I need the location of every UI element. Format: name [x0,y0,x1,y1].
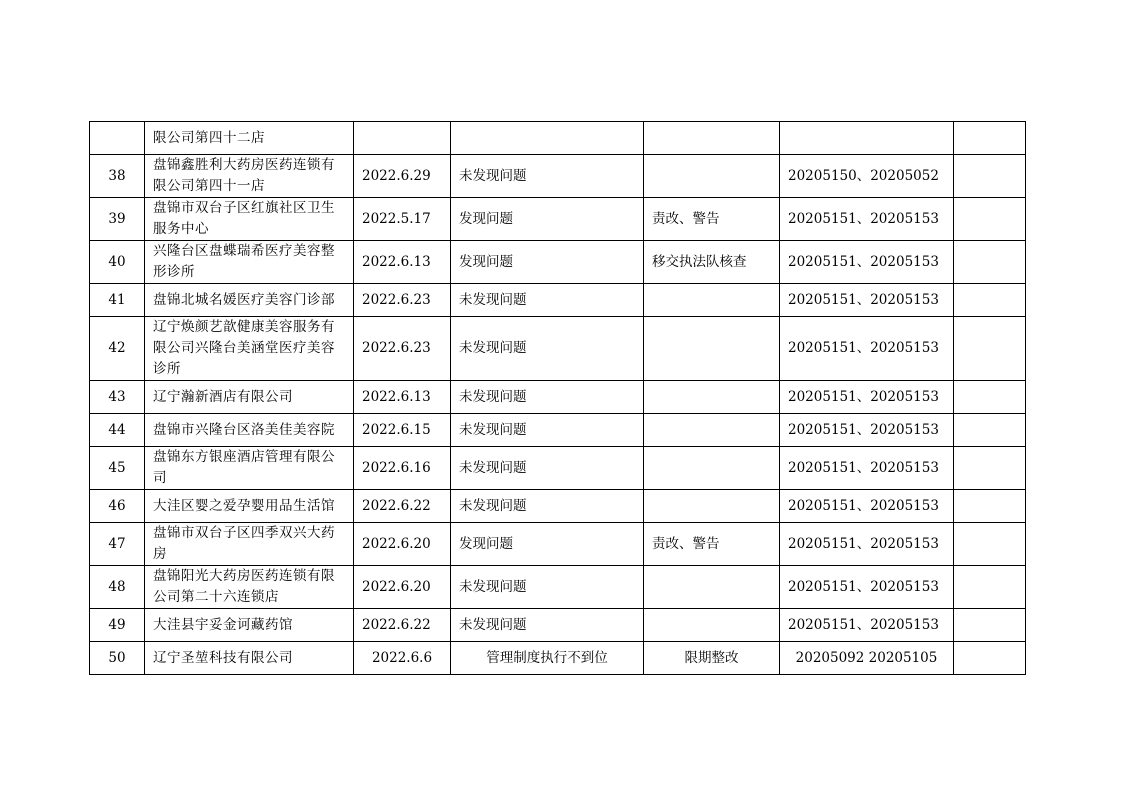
reference-codes: 20205151、20205153 [780,609,954,642]
inspection-result: 管理制度执行不到位 [451,642,644,675]
remarks-cell [954,241,1026,284]
inspection-result: 未发现问题 [451,155,644,198]
entity-name: 大洼县宇妥金诃藏药馆 [145,609,354,642]
inspection-date: 2022.6.22 [354,609,451,642]
row-number: 42 [90,317,145,381]
handling-action [644,122,780,155]
inspection-date: 2022.6.20 [354,523,451,566]
handling-action [644,566,780,609]
table-row [90,122,1026,155]
reference-codes: 20205151、20205153 [780,566,954,609]
table-row [90,447,1026,490]
handling-action: 责改、警告 [644,523,780,566]
row-number: 41 [90,284,145,317]
reference-codes: 20205151、20205153 [780,523,954,566]
row-number: 50 [90,642,145,675]
inspection-date: 2022.6.23 [354,317,451,381]
inspection-result: 发现问题 [451,523,644,566]
handling-action [644,414,780,447]
reference-codes: 20205151、20205153 [780,284,954,317]
reference-codes: 20205151、20205153 [780,447,954,490]
remarks-cell [954,566,1026,609]
row-number: 48 [90,566,145,609]
table-row [90,381,1026,414]
row-number: 46 [90,490,145,523]
inspection-result: 未发现问题 [451,609,644,642]
handling-action [644,447,780,490]
inspection-table [89,121,1026,675]
entity-name: 盘锦北城名媛医疗美容门诊部 [145,284,354,317]
entity-name: 盘锦东方银座酒店管理有限公司 [145,447,354,490]
inspection-date: 2022.6.20 [354,566,451,609]
remarks-cell [954,198,1026,241]
reference-codes: 20205151、20205153 [780,241,954,284]
remarks-cell [954,490,1026,523]
table-row [90,490,1026,523]
entity-name: 限公司第四十二店 [145,122,354,155]
reference-codes: 20205151、20205153 [780,381,954,414]
row-number: 40 [90,241,145,284]
entity-name: 兴隆台区盘蝶瑞希医疗美容整形诊所 [145,241,354,284]
handling-action: 限期整改 [644,642,780,675]
remarks-cell [954,381,1026,414]
table-row [90,566,1026,609]
handling-action [644,609,780,642]
row-number: 39 [90,198,145,241]
entity-name: 大洼区婴之爱孕婴用品生活馆 [145,490,354,523]
row-number: 45 [90,447,145,490]
remarks-cell [954,284,1026,317]
row-number: 47 [90,523,145,566]
row-number [90,122,145,155]
entity-name: 盘锦阳光大药房医药连锁有限公司第二十六连锁店 [145,566,354,609]
remarks-cell [954,523,1026,566]
inspection-date: 2022.6.6 [354,642,451,675]
reference-codes: 20205151、20205153 [780,414,954,447]
remarks-cell [954,122,1026,155]
entity-name: 盘锦鑫胜利大药房医药连锁有限公司第四十一店 [145,155,354,198]
handling-action: 移交执法队核查 [644,241,780,284]
row-number: 49 [90,609,145,642]
inspection-result: 未发现问题 [451,414,644,447]
inspection-result: 未发现问题 [451,381,644,414]
entity-name: 盘锦市双台子区四季双兴大药房 [145,523,354,566]
table-row [90,317,1026,381]
inspection-result: 未发现问题 [451,317,644,381]
table-row [90,609,1026,642]
remarks-cell [954,642,1026,675]
inspection-date: 2022.6.13 [354,381,451,414]
table-row [90,284,1026,317]
remarks-cell [954,609,1026,642]
reference-codes: 20205151、20205153 [780,198,954,241]
table-row [90,198,1026,241]
inspection-result: 发现问题 [451,198,644,241]
inspection-date: 2022.6.13 [354,241,451,284]
reference-codes: 20205150、20205052 [780,155,954,198]
inspection-date: 2022.6.16 [354,447,451,490]
inspection-date: 2022.6.29 [354,155,451,198]
handling-action [644,490,780,523]
handling-action [644,381,780,414]
reference-codes [780,122,954,155]
entity-name: 辽宁瀚新酒店有限公司 [145,381,354,414]
entity-name: 盘锦市双台子区红旗社区卫生服务中心 [145,198,354,241]
table-row [90,414,1026,447]
inspection-date: 2022.5.17 [354,198,451,241]
inspection-result [451,122,644,155]
row-number: 38 [90,155,145,198]
table-row [90,523,1026,566]
table-row [90,155,1026,198]
handling-action [644,317,780,381]
entity-name: 辽宁圣堃科技有限公司 [145,642,354,675]
row-number: 44 [90,414,145,447]
entity-name: 盘锦市兴隆台区洛美佳美容院 [145,414,354,447]
inspection-result: 发现问题 [451,241,644,284]
reference-codes: 20205151、20205153 [780,317,954,381]
row-number: 43 [90,381,145,414]
inspection-result: 未发现问题 [451,447,644,490]
reference-codes: 20205092 20205105 [780,642,954,675]
entity-name: 辽宁焕颜艺歆健康美容服务有限公司兴隆台美涵堂医疗美容诊所 [145,317,354,381]
remarks-cell [954,447,1026,490]
inspection-result: 未发现问题 [451,490,644,523]
handling-action: 责改、警告 [644,198,780,241]
remarks-cell [954,414,1026,447]
handling-action [644,284,780,317]
inspection-result: 未发现问题 [451,284,644,317]
handling-action [644,155,780,198]
table-row [90,642,1026,675]
inspection-date: 2022.6.22 [354,490,451,523]
table-row [90,241,1026,284]
reference-codes: 20205151、20205153 [780,490,954,523]
remarks-cell [954,155,1026,198]
inspection-date [354,122,451,155]
inspection-date: 2022.6.15 [354,414,451,447]
inspection-date: 2022.6.23 [354,284,451,317]
remarks-cell [954,317,1026,381]
inspection-result: 未发现问题 [451,566,644,609]
